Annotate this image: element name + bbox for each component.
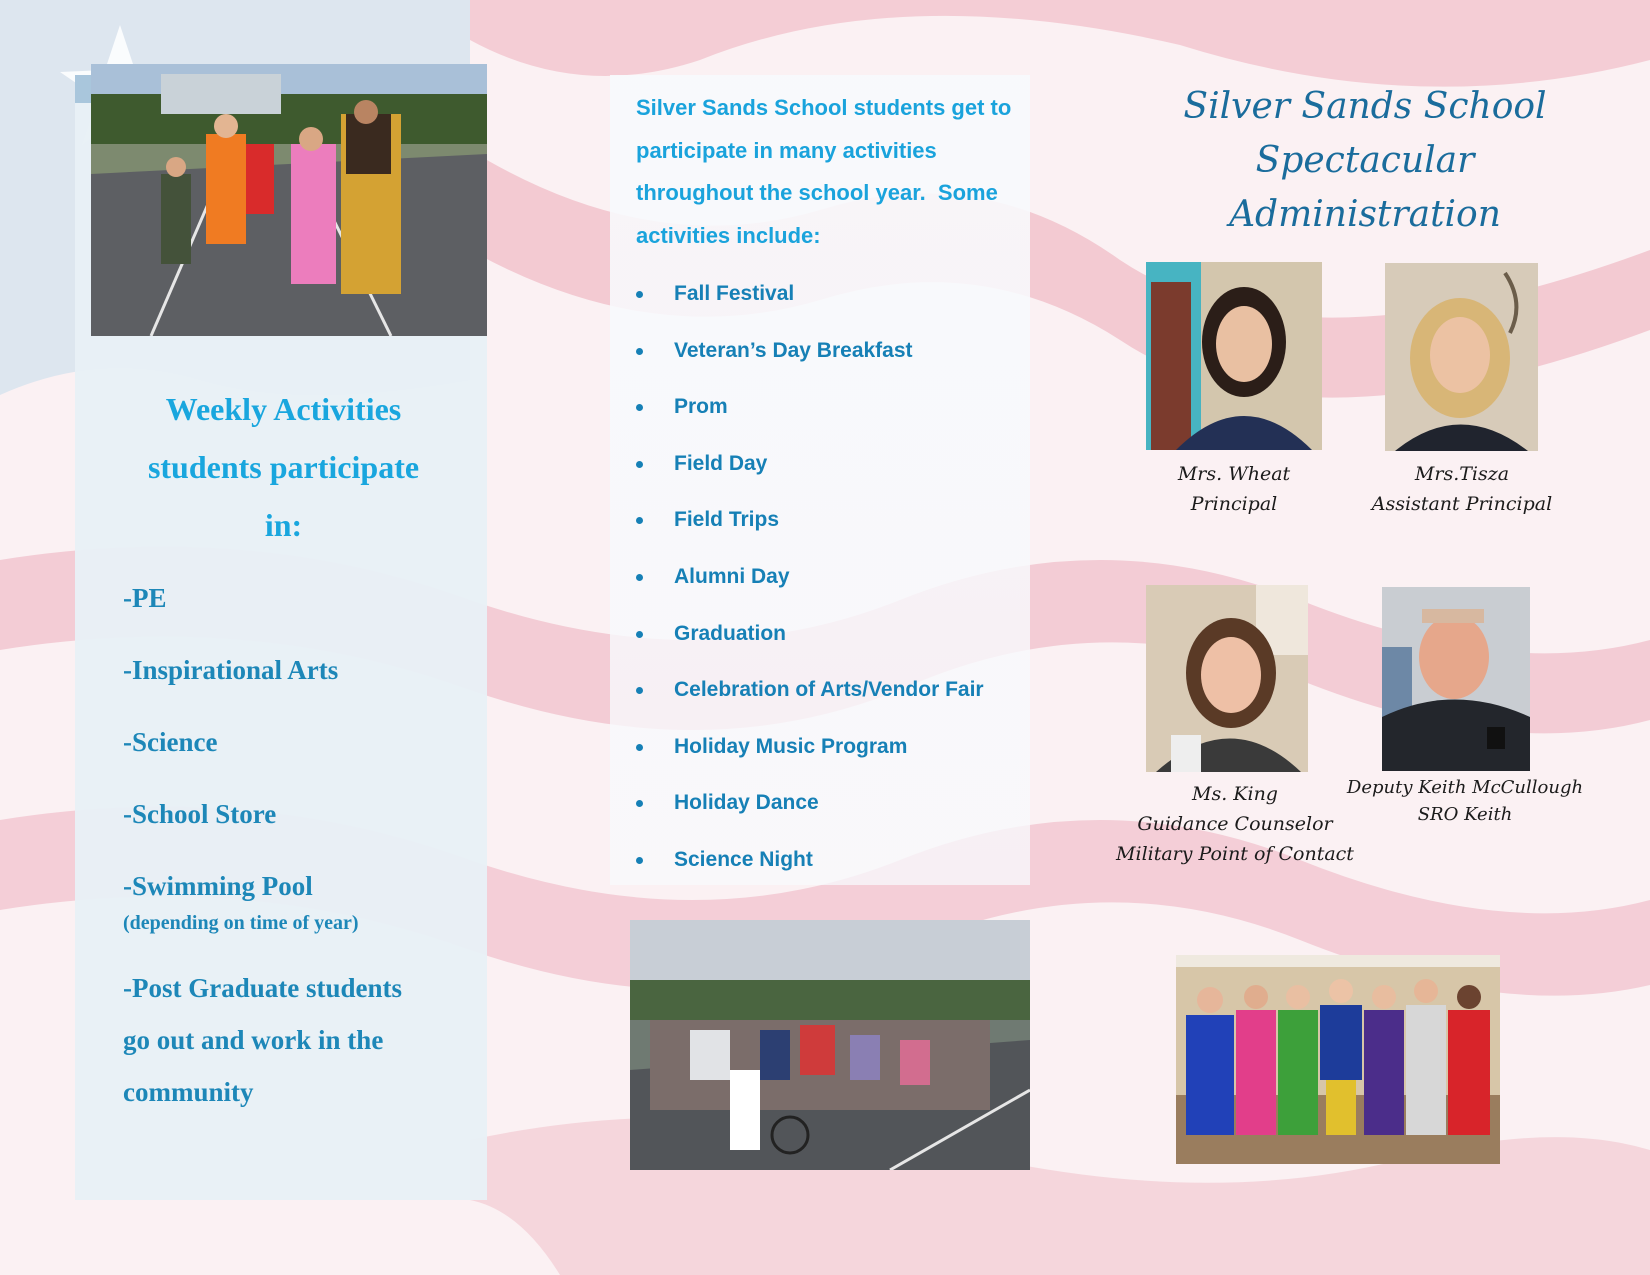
staff-group-photo bbox=[1176, 955, 1500, 1164]
staff-role: Military Point of Contact bbox=[1116, 843, 1354, 865]
weekly-activities-list bbox=[123, 582, 483, 1158]
staff-name: Ms. King bbox=[1192, 783, 1278, 805]
activity-label: Science Night bbox=[674, 847, 813, 871]
intro-line: throughout the school year. Some bbox=[636, 180, 998, 205]
list-item bbox=[636, 446, 1026, 503]
mrs-tisza-photo bbox=[1385, 263, 1538, 451]
list-item bbox=[636, 616, 1026, 673]
activity-label: Holiday Music Program bbox=[674, 734, 908, 758]
intro-line: activities include: bbox=[636, 222, 821, 248]
activity-label: Veteran’s Day Breakfast bbox=[674, 338, 913, 362]
deputy-mccullough-caption bbox=[1345, 774, 1585, 828]
bullet-icon bbox=[636, 800, 643, 807]
mrs-wheat-caption bbox=[1126, 459, 1342, 519]
title-line: Administration bbox=[1229, 194, 1501, 235]
bullet-icon bbox=[636, 631, 643, 638]
ms-king-photo bbox=[1146, 585, 1308, 772]
staff-name: Mrs.Tisza bbox=[1414, 463, 1510, 485]
activity-label: Fall Festival bbox=[674, 282, 795, 305]
activity-label: Alumni Day bbox=[674, 564, 790, 588]
weekly-item-science: -Science bbox=[123, 727, 218, 757]
weekly-item-pe: -PE bbox=[123, 583, 167, 613]
bullet-icon bbox=[636, 517, 643, 524]
swimming-pool-note: (depending on time of year) bbox=[123, 912, 359, 934]
bullet-icon bbox=[636, 857, 643, 864]
activities-intro bbox=[636, 87, 1016, 257]
activities-list bbox=[636, 276, 1026, 899]
list-item bbox=[636, 333, 1026, 390]
deputy-mccullough-photo bbox=[1382, 587, 1530, 771]
list-item bbox=[636, 842, 1026, 899]
bullet-icon bbox=[636, 404, 643, 411]
mrs-tisza-caption bbox=[1362, 459, 1562, 519]
post-grad-line: go out and work in the bbox=[123, 1025, 384, 1055]
bullet-icon bbox=[636, 461, 643, 468]
staff-role: Principal bbox=[1190, 493, 1278, 515]
list-item bbox=[636, 502, 1026, 559]
list-item bbox=[636, 559, 1026, 616]
list-item bbox=[636, 729, 1026, 786]
bullet-icon bbox=[636, 687, 643, 694]
weekly-item-inspirational-arts: -Inspirational Arts bbox=[123, 655, 339, 685]
title-line: Silver Sands School Spectacular bbox=[1183, 86, 1547, 181]
list-item bbox=[636, 276, 1026, 333]
weekly-item-post-graduate bbox=[123, 962, 483, 1118]
activity-label: Field Day bbox=[674, 451, 768, 475]
activity-label: Celebration of Arts/Vendor Fair bbox=[674, 678, 984, 702]
staff-role: Guidance Counselor bbox=[1137, 813, 1333, 835]
bullet-icon bbox=[636, 291, 643, 298]
list-item bbox=[636, 389, 1026, 446]
heading-line: students participate bbox=[147, 449, 420, 485]
weekly-item-swimming-pool: -Swimming Pool bbox=[123, 871, 313, 901]
activity-label: Graduation bbox=[674, 621, 787, 645]
weekly-item-school-store: -School Store bbox=[123, 799, 277, 829]
list-item bbox=[636, 672, 1026, 729]
bullet-icon bbox=[636, 348, 643, 355]
weekly-activities-heading bbox=[91, 380, 476, 554]
list-item bbox=[636, 785, 1026, 842]
ms-king-caption bbox=[1110, 779, 1360, 869]
bullet-icon bbox=[636, 744, 643, 751]
staff-role: SRO Keith bbox=[1417, 804, 1513, 825]
post-grad-line: community bbox=[123, 1077, 254, 1107]
activity-label: Holiday Dance bbox=[674, 791, 819, 815]
post-grad-line: -Post Graduate students bbox=[123, 973, 403, 1003]
bullet-icon bbox=[636, 574, 643, 581]
staff-role: Assistant Principal bbox=[1371, 493, 1553, 515]
activity-label: Field Trips bbox=[674, 508, 780, 532]
staff-name: Mrs. Wheat bbox=[1177, 463, 1291, 485]
administration-title bbox=[1100, 80, 1630, 242]
group-crowd-photo bbox=[630, 920, 1030, 1170]
heading-line: Weekly Activities bbox=[165, 391, 402, 427]
intro-line: participate in many activities bbox=[636, 137, 937, 163]
costume-parade-photo bbox=[91, 64, 487, 336]
staff-name: Deputy Keith McCullough bbox=[1346, 777, 1584, 798]
intro-line: Silver Sands School students get to bbox=[636, 95, 1012, 120]
heading-line: in: bbox=[264, 507, 303, 543]
mrs-wheat-photo bbox=[1146, 262, 1322, 450]
activity-label: Prom bbox=[674, 395, 728, 419]
